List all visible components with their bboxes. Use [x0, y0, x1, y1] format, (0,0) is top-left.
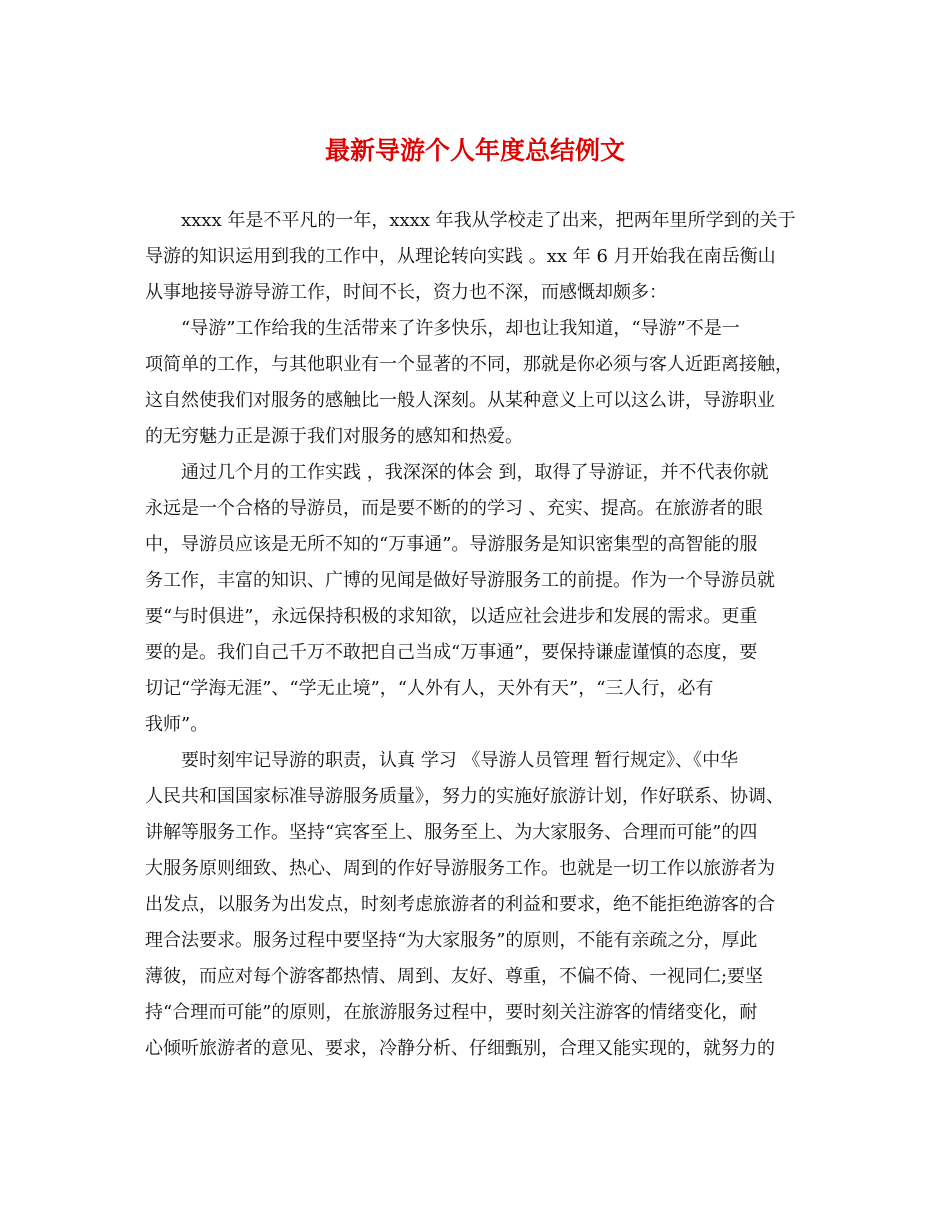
text-line: 要时刻牢记导游的职责，认真 学习 《导游人员管理 暂行规定》、《中华	[181, 750, 739, 771]
text-line: 要“与时俱进”，永远保持积极的求知欲，以适应社会进步和发展的需求。更重	[145, 606, 758, 627]
text-line: 永远是一个合格的导游员，而是要不断的的学习 、充实、提高。在旅游者的眼	[145, 498, 763, 519]
text-line: 出发点，以服务为出发点，时刻考虑旅游者的利益和要求，绝不能拒绝游客的合	[145, 894, 775, 915]
text-line: 切记“学海无涯”、“学无止境”，“人外有人，天外有天”，“三人行，必有	[145, 678, 714, 699]
text-line: 薄彼，而应对每个游客都热情、周到、友好、尊重，不偏不倚、一视同仁;要坚	[145, 966, 764, 987]
text-line: 持“合理而可能”的原则，在旅游服务过程中，要时刻关注游客的情绪变化，耐	[145, 1002, 758, 1023]
document-title: 最新导游个人年度总结例文	[324, 136, 625, 165]
paragraph-1	[145, 203, 815, 311]
text-line: 的无穷魅力正是源于我们对服务的感知和热爱。	[145, 426, 523, 447]
paragraph-2	[145, 311, 815, 455]
text-line: 讲解等服务工作。坚持“宾客至上、服务至上、为大家服务、合理而可能”的四	[145, 822, 758, 843]
document-body	[145, 203, 815, 1067]
text-line: 务工作，丰富的知识、广博的见闻是做好导游服务工的前提。作为一个导游员就	[145, 570, 775, 591]
text-line: 人民共和国国家标准导游服务质量》，努力的实施好旅游计划，作好联系、协调、	[145, 786, 784, 807]
text-line: 中，导游员应该是无所不知的“万事通”。导游服务是知识密集型的高智能的服	[145, 534, 758, 555]
text-line: xxxx 年是不平凡的一年，xxxx 年我从学校走了出来，把两年里所学到的关于	[181, 210, 796, 231]
text-line: 通过几个月的工作实践 ，我深深的体会 到，取得了导游证，并不代表你就	[181, 462, 769, 483]
text-line: 这自然使我们对服务的感触比一般人深刻。从某种意义上可以这么讲，导游职业	[145, 390, 775, 411]
text-line: 要的是。我们自己千万不敢把自己当成“万事通”，要保持谦虚谨慎的态度，要	[145, 642, 758, 663]
text-line: 大服务原则细致、热心、周到的作好导游服务工作。也就是一切工作以旅游者为	[145, 858, 775, 879]
text-line: 心倾听旅游者的意见、要求，冷静分析、仔细甄别，合理又能实现的，就努力的	[145, 1038, 775, 1059]
text-line: 从事地接导游导游工作，时间不长，资力也不深，而感慨却颇多：	[145, 282, 667, 303]
text-line: “导游”工作给我的生活带来了许多快乐，却也让我知道，“导游”不是一	[181, 318, 740, 339]
text-line: 导游的知识运用到我的工作中，从理论转向实践 。xx 年 6 月开始我在南岳衡山	[145, 246, 776, 267]
text-line: 我师”。	[145, 714, 209, 735]
paragraph-4	[145, 743, 815, 1067]
text-line: 项简单的工作，与其他职业有一个显著的不同，那就是你必须与客人近距离接触，	[145, 354, 793, 375]
text-line: 理合法要求。服务过程中要坚持“为大家服务”的原则，不能有亲疏之分，厚此	[145, 930, 758, 951]
paragraph-3	[145, 455, 815, 743]
